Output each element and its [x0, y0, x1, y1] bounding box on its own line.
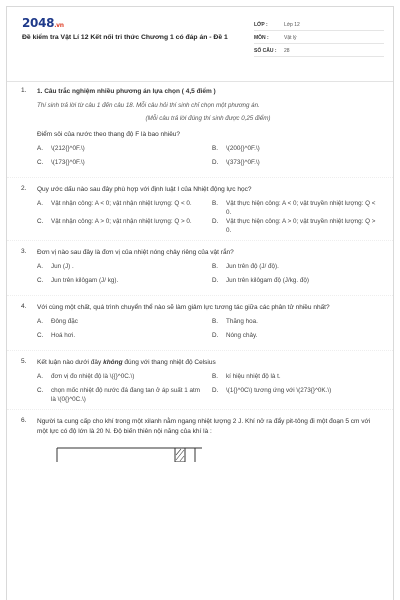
question-number: 2. — [21, 185, 27, 192]
option-text: đơn vị đo nhiệt độ là \({}^0C.\) — [51, 373, 135, 380]
exam-title: Đề kiểm tra Vật Lí 12 Kết nối tri thức Chương 1 có đáp án - Đề 1 — [22, 34, 228, 41]
option-text: Hoá hơi. — [51, 332, 76, 339]
instruction-text: Thí sinh trả lời từ câu 1 đến câu 18. Mỗi câu hỏi thí sinh chỉ chọn một phương án. — [37, 102, 260, 109]
option-letter: A. — [37, 200, 43, 207]
option-text: Jun trên độ (J/ độ). — [226, 263, 279, 270]
question-text: Với cùng một chất, quá trình chuyển thể nào sẽ làm giảm lực tương tác giữa các phân tử nhiều nhất? — [37, 304, 330, 311]
option-letter: C. — [37, 332, 44, 339]
option-text: \(1{}^0C\) tương ứng với \(273{}^0K.\) — [226, 387, 332, 394]
option-letter: D. — [212, 387, 219, 394]
option-text: kí hiệu nhiệt độ là t. — [226, 373, 281, 380]
meta-value: 28 — [284, 48, 290, 54]
option-d[interactable] — [212, 386, 379, 404]
option-text: Jun trên kilôgam (J/ kg). — [51, 277, 119, 284]
question-separator — [7, 409, 393, 410]
exam-sheet — [6, 6, 394, 600]
options — [37, 199, 379, 235]
option-a[interactable] — [37, 199, 204, 217]
option-d[interactable] — [212, 276, 379, 290]
question-3 — [7, 248, 393, 290]
option-a[interactable] — [37, 317, 204, 331]
option-text: Vật thực hiện công: A > 0; vật truyền nhiệt lượng: Q > 0. — [226, 218, 376, 234]
option-letter: A. — [37, 145, 43, 152]
option-text: Jun trên kilôgam độ (J/kg. độ) — [226, 277, 309, 284]
exam-meta — [254, 19, 384, 58]
options — [37, 144, 379, 172]
option-letter: D. — [212, 332, 219, 339]
question-list — [7, 87, 393, 462]
question-text: Đơn vị nào sau đây là đơn vị của nhiệt nóng chảy riêng của vật rắn? — [37, 249, 234, 256]
question-text: Điểm sôi của nước theo thang độ F là bao nhiêu? — [37, 131, 181, 138]
option-text: \(373{}^0F.\) — [226, 159, 260, 166]
question-text-part: Kết luận nào dưới đây — [37, 359, 104, 366]
option-letter: B. — [212, 145, 218, 152]
option-b[interactable] — [212, 372, 379, 386]
option-letter: B. — [212, 263, 218, 270]
option-c[interactable] — [37, 331, 204, 345]
option-c[interactable] — [37, 217, 204, 235]
option-text: chọn mốc nhiệt độ nước đá đang tan ở áp suất 1 atm là \(0{}^0C.\) — [51, 387, 200, 403]
option-letter: A. — [37, 318, 43, 325]
option-letter: C. — [37, 277, 44, 284]
emphasis-word: không — [103, 359, 123, 366]
options — [37, 262, 379, 290]
option-d[interactable] — [212, 158, 379, 172]
meta-label: MÔN : — [254, 35, 269, 41]
option-text: Thăng hoa. — [226, 318, 258, 325]
meta-label: LỚP : — [254, 22, 268, 28]
question-number: 6. — [21, 417, 27, 424]
option-text: Vật nhận công: A < 0; vật nhận nhiệt lượng: Q < 0. — [51, 200, 192, 207]
meta-row-count — [254, 45, 384, 57]
meta-row-subject — [254, 32, 384, 44]
question-separator — [7, 295, 393, 296]
option-text: Nóng chảy. — [226, 332, 258, 339]
option-d[interactable] — [212, 217, 379, 235]
option-letter: D. — [212, 159, 219, 166]
question-4 — [7, 303, 393, 345]
option-text: Jun (J) . — [51, 263, 74, 270]
question-text-part: đúng với thang nhiệt độ Celsius — [122, 359, 216, 366]
question-6 — [7, 417, 393, 462]
options — [37, 372, 379, 404]
question-number: 1. — [21, 87, 27, 94]
option-c[interactable] — [37, 158, 204, 172]
logo-tld: .vn — [54, 22, 64, 29]
question-1 — [7, 87, 393, 172]
option-text: Vật nhận công: A > 0; vật nhận nhiệt lượng: Q > 0. — [51, 218, 192, 225]
option-a[interactable] — [37, 372, 204, 386]
option-a[interactable] — [37, 144, 204, 158]
section-heading: 1. Câu trắc nghiệm nhiều phương án lựa chọn ( 4,5 điểm ) — [37, 88, 216, 95]
option-text: Đông đặc — [51, 318, 78, 325]
option-c[interactable] — [37, 276, 204, 290]
options — [37, 317, 379, 345]
logo-text: 2048 — [22, 16, 55, 30]
option-b[interactable] — [212, 199, 379, 217]
option-text: Vật thực hiện công: A < 0; vật truyền nhiệt lượng: Q < 0. — [226, 200, 376, 216]
question-separator — [7, 240, 393, 241]
scoring-note: (Mỗi câu trả lời đúng thí sinh được 0,25 điểm) — [145, 115, 271, 122]
meta-value: Vật lý — [284, 35, 297, 41]
option-a[interactable] — [37, 262, 204, 276]
question-separator — [7, 350, 393, 351]
option-text: \(212{}^0F.\) — [51, 145, 85, 152]
meta-label: SỐ CÂU : — [254, 48, 277, 54]
option-b[interactable] — [212, 144, 379, 158]
option-letter: C. — [37, 387, 44, 394]
question-number: 3. — [21, 248, 27, 255]
page-header — [7, 7, 393, 57]
option-b[interactable] — [212, 317, 379, 331]
option-text: \(173{}^0F.\) — [51, 159, 85, 166]
option-text: \(200{}^0F.\) — [226, 145, 260, 152]
question-separator — [7, 177, 393, 178]
option-c[interactable] — [37, 386, 204, 404]
question-text: Người ta cung cấp cho khí trong một xilanh nằm ngang nhiệt lượng 2 J. Khí nở ra đẩy pit-tông đi một đoạn 5 cm với một lực có độ lớn là 20 N. Độ biến thiên nội năng của khí là : — [37, 418, 371, 435]
piston-diagram — [37, 442, 379, 462]
option-letter: B. — [212, 200, 218, 207]
option-letter: C. — [37, 159, 44, 166]
question-text — [37, 358, 379, 368]
question-number: 5. — [21, 358, 27, 365]
option-letter: D. — [212, 218, 219, 225]
option-letter: A. — [37, 263, 43, 270]
meta-value: Lớp 12 — [284, 22, 300, 28]
meta-row-class — [254, 19, 384, 31]
option-b[interactable] — [212, 262, 379, 276]
option-d[interactable] — [212, 331, 379, 345]
question-number: 4. — [21, 303, 27, 310]
option-letter: B. — [212, 373, 218, 380]
site-logo[interactable] — [22, 16, 64, 30]
question-5 — [7, 358, 393, 404]
cylinder-figure — [37, 442, 217, 462]
option-letter: C. — [37, 218, 44, 225]
header-divider — [7, 81, 393, 82]
option-letter: D. — [212, 277, 219, 284]
question-2 — [7, 185, 393, 235]
option-letter: B. — [212, 318, 218, 325]
option-letter: A. — [37, 373, 43, 380]
question-text: Quy ước dấu nào sau đây phù hợp với định luật I của Nhiệt động lực học? — [37, 186, 252, 193]
